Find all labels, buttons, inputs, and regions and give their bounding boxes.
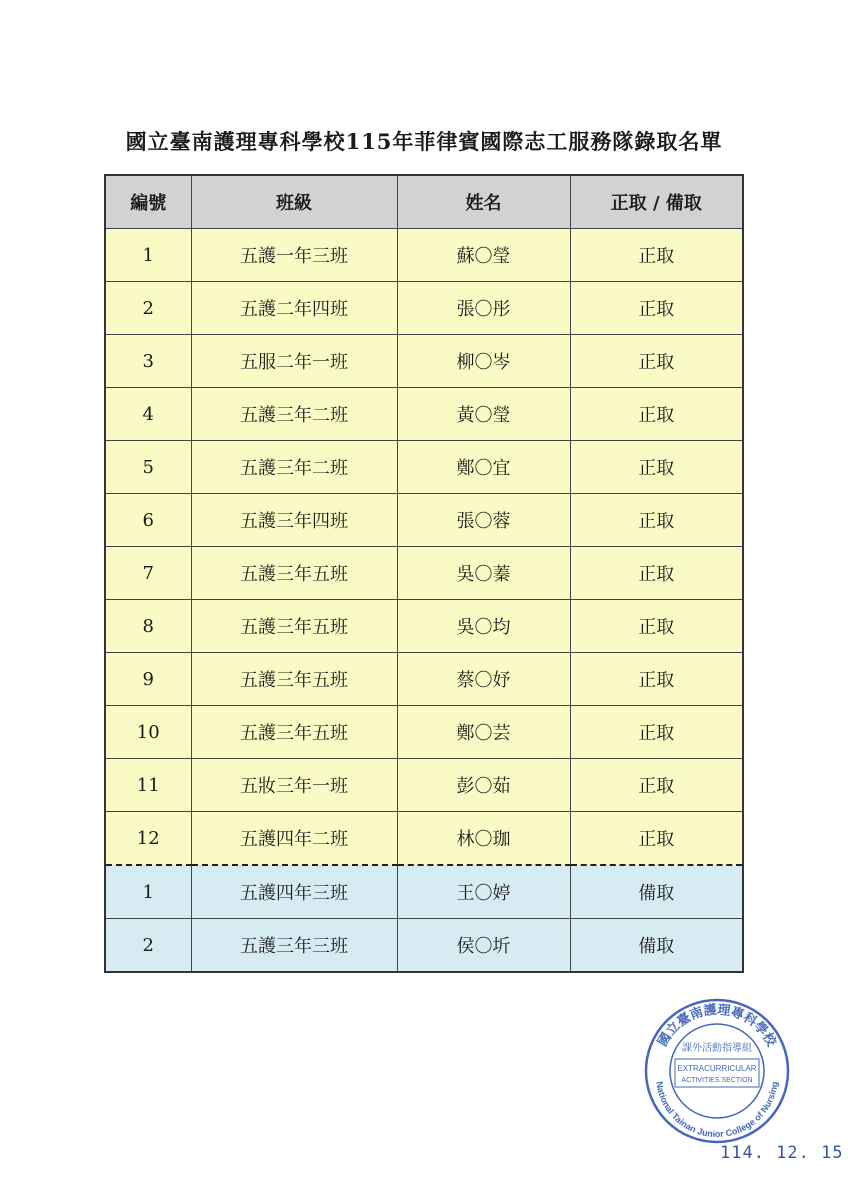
svg-text:課外活動指導組: 課外活動指導組 <box>682 1043 752 1054</box>
cell-name: 侯〇圻 <box>397 919 570 973</box>
table-row <box>105 335 743 388</box>
cell-class: 五護三年五班 <box>191 706 397 759</box>
cell-class: 五護四年三班 <box>191 865 397 919</box>
cell-class: 五護三年三班 <box>191 919 397 973</box>
cell-status: 備取 <box>570 919 743 973</box>
cell-number: 5 <box>105 441 191 494</box>
cell-status: 備取 <box>570 865 743 919</box>
cell-class: 五護三年五班 <box>191 600 397 653</box>
cell-class: 五護三年五班 <box>191 547 397 600</box>
cell-status: 正取 <box>570 229 743 282</box>
cell-status: 正取 <box>570 706 743 759</box>
cell-number: 6 <box>105 494 191 547</box>
table-row <box>105 282 743 335</box>
cell-class: 五護一年三班 <box>191 229 397 282</box>
cell-name: 柳〇岑 <box>397 335 570 388</box>
table-header-row <box>105 175 743 229</box>
cell-status: 正取 <box>570 547 743 600</box>
cell-status: 正取 <box>570 600 743 653</box>
cell-status: 正取 <box>570 653 743 706</box>
date-stamp: 114. 12. 15 <box>720 1143 844 1163</box>
cell-number: 12 <box>105 812 191 866</box>
cell-number: 9 <box>105 653 191 706</box>
cell-number: 4 <box>105 388 191 441</box>
cell-number: 2 <box>105 282 191 335</box>
cell-number: 3 <box>105 335 191 388</box>
cell-status: 正取 <box>570 282 743 335</box>
cell-name: 張〇蓉 <box>397 494 570 547</box>
cell-class: 五護三年五班 <box>191 653 397 706</box>
cell-name: 林〇珈 <box>397 812 570 866</box>
table-row <box>105 919 743 973</box>
svg-text:ACTIVITIES SECTION: ACTIVITIES SECTION <box>681 1077 753 1084</box>
cell-class: 五護二年四班 <box>191 282 397 335</box>
header-number: 編號 <box>105 175 191 229</box>
table-row <box>105 388 743 441</box>
header-status: 正取 / 備取 <box>570 175 743 229</box>
cell-number: 11 <box>105 759 191 812</box>
admission-table <box>104 174 744 973</box>
cell-class: 五護三年二班 <box>191 388 397 441</box>
cell-name: 鄭〇芸 <box>397 706 570 759</box>
table-row <box>105 441 743 494</box>
cell-status: 正取 <box>570 441 743 494</box>
cell-class: 五護四年二班 <box>191 812 397 866</box>
cell-name: 蘇〇瑩 <box>397 229 570 282</box>
cell-name: 吳〇蓁 <box>397 547 570 600</box>
cell-number: 10 <box>105 706 191 759</box>
table-row <box>105 600 743 653</box>
cell-status: 正取 <box>570 335 743 388</box>
cell-status: 正取 <box>570 494 743 547</box>
cell-status: 正取 <box>570 759 743 812</box>
cell-name: 黃〇瑩 <box>397 388 570 441</box>
svg-text:National Tainan Junior College: National Tainan Junior College of Nursing <box>654 1080 780 1140</box>
header-class: 班級 <box>191 175 397 229</box>
cell-class: 五護三年四班 <box>191 494 397 547</box>
school-seal <box>642 996 792 1146</box>
page-title: 國立臺南護理專科學校115年菲律賓國際志工服務隊錄取名單 <box>125 129 723 154</box>
svg-text:國立臺南護理專科學校: 國立臺南護理專科學校 <box>654 1001 780 1049</box>
table-row <box>105 759 743 812</box>
cell-status: 正取 <box>570 388 743 441</box>
cell-name: 張〇彤 <box>397 282 570 335</box>
header-name: 姓名 <box>397 175 570 229</box>
cell-class: 五服二年一班 <box>191 335 397 388</box>
cell-status: 正取 <box>570 812 743 866</box>
cell-class: 五妝三年一班 <box>191 759 397 812</box>
table-row <box>105 229 743 282</box>
cell-number: 7 <box>105 547 191 600</box>
cell-number: 1 <box>105 229 191 282</box>
table-row <box>105 547 743 600</box>
table-row <box>105 653 743 706</box>
cell-number: 1 <box>105 865 191 919</box>
cell-name: 蔡〇妤 <box>397 653 570 706</box>
cell-class: 五護三年二班 <box>191 441 397 494</box>
table-row <box>105 812 743 866</box>
svg-text:EXTRACURRICULAR: EXTRACURRICULAR <box>677 1064 757 1073</box>
cell-name: 王〇婷 <box>397 865 570 919</box>
table-row <box>105 865 743 919</box>
cell-number: 2 <box>105 919 191 973</box>
table-row <box>105 494 743 547</box>
table-row <box>105 706 743 759</box>
cell-name: 吳〇均 <box>397 600 570 653</box>
cell-name: 鄭〇宜 <box>397 441 570 494</box>
cell-name: 彭〇茹 <box>397 759 570 812</box>
cell-number: 8 <box>105 600 191 653</box>
